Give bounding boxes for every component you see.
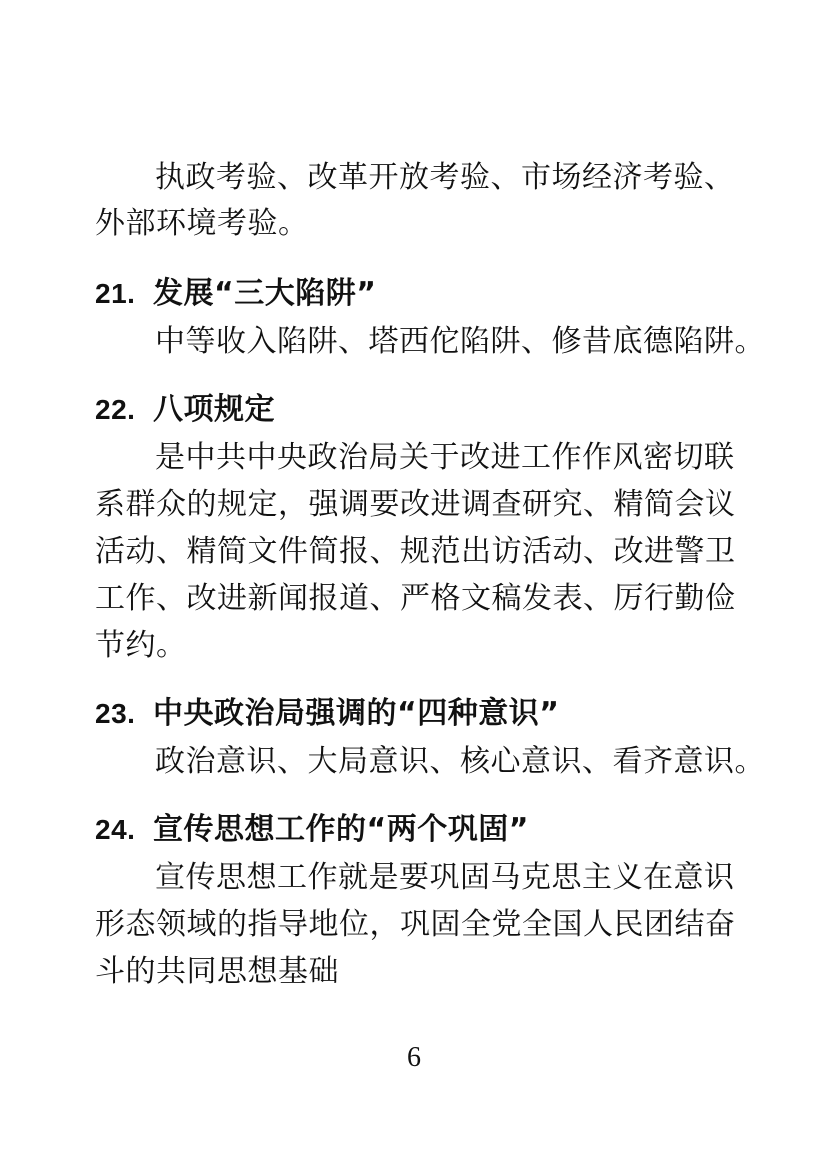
section-heading-21 [95, 274, 735, 314]
paragraph-line: 工作、改进新闻报道、严格文稿发表、厉行勤俭 [95, 581, 736, 616]
paragraph-line: 形态领域的指导地位，巩固全党全国人民团结奋 [95, 907, 736, 942]
paragraph-line: 宣传思想工作就是要巩固马克思主义在意识 [155, 860, 735, 895]
section-number: 24. [95, 814, 136, 845]
paragraph-line: 节约。 [95, 628, 187, 663]
paragraph-line: 外部环境考验。 [95, 206, 309, 241]
section-title: 发展“三大陷阱” [153, 276, 377, 311]
section-number: 22. [95, 394, 136, 425]
section-number: 21. [95, 278, 136, 309]
paragraph-line: 活动、精简文件简报、规范出访活动、改进警卫 [95, 534, 736, 569]
section-title: 八项规定 [153, 392, 275, 427]
section-title: 宣传思想工作的“两个巩固” [153, 812, 529, 847]
paragraph-line: 执政考验、改革开放考验、市场经济考验、 [155, 160, 735, 195]
section-number: 23. [95, 698, 136, 729]
paragraph-line: 系群众的规定，强调要改进调查研究、精简会议 [95, 487, 736, 522]
paragraph-line: 斗的共同思想基础 [95, 954, 339, 989]
section-heading-22 [95, 390, 735, 430]
section-heading-23 [95, 694, 735, 734]
section-heading-24 [95, 810, 735, 850]
paragraph-line: 是中共中央政治局关于改进工作作风密切联 [155, 440, 735, 475]
section-title: 中央政治局强调的“四种意识” [153, 696, 560, 731]
paragraph-line: 政治意识、大局意识、核心意识、看齐意识。 [155, 744, 765, 779]
page-number: 6 [407, 1042, 421, 1073]
paragraph-line: 中等收入陷阱、塔西佗陷阱、修昔底德陷阱。 [155, 324, 765, 359]
